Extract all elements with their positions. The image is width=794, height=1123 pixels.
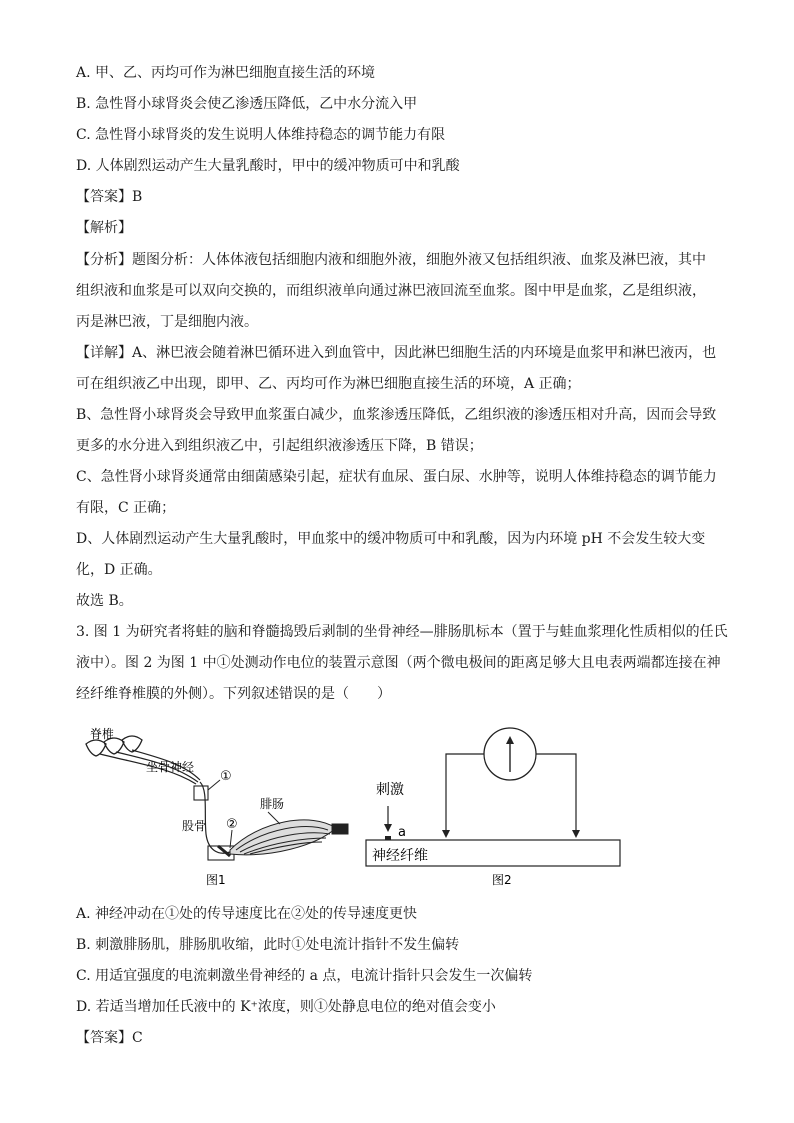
q3-answer: 【答案】C <box>76 1030 143 1046</box>
q3-option-b: B. 刺激腓肠肌，腓肠肌收缩，此时①处电流计指针不发生偏转 <box>76 937 460 953</box>
q2-detail-line: 更多的水分进入到组织液乙中，引起组织液渗透压下降，B 错误； <box>76 438 483 454</box>
q2-detail-line: 【详解】A、淋巴液会随着淋巴循环进入到血管中，因此淋巴细胞生活的内环境是血浆甲和淋巴液丙，也 <box>76 345 717 361</box>
q2-detail-line: 化，D 正确。 <box>76 562 162 578</box>
q2-option-d: D. 人体剧烈运动产生大量乳酸时，甲中的缓冲物质可中和乳酸 <box>76 158 460 174</box>
q2-detail-line: 有限，C 正确； <box>76 500 176 516</box>
nerve-fiber-label: 神经纤维 <box>372 848 428 864</box>
figure-2-diagram <box>360 724 630 892</box>
femur-label: 股骨 <box>182 819 207 833</box>
q2-option-a: A. 甲、乙、丙均可作为淋巴细胞直接生活的环境 <box>76 65 376 81</box>
q2-answer: 【答案】B <box>76 189 143 205</box>
q2-analysis-line: 【分析】题图分析：人体体液包括细胞内液和细胞外液，细胞外液又包括组织液、血浆及淋巴液，其中 <box>76 252 706 268</box>
q2-analysis-line: 组织液和血浆是可以双向交换的，而组织液单向通过淋巴液回流至血浆。图中甲是血浆，乙是组织液， <box>76 283 706 299</box>
q3-stem-line: 3. 图 1 为研究者将蛙的脑和脊髓捣毁后剥制的坐骨神经—腓肠肌标本（置于与蛙血浆理化性质相似的任氏 <box>76 624 728 640</box>
figure-2-caption: 图2 <box>492 873 512 887</box>
point-a-label: a <box>398 825 406 840</box>
q2-detail-line: D、人体剧烈运动产生大量乳酸时，甲血浆中的缓冲物质可中和乳酸，因为内环境 pH 不会发生较大变 <box>76 531 706 547</box>
q2-conclusion: 故选 B。 <box>76 593 133 609</box>
q2-jiexi-heading: 【解析】 <box>76 220 132 236</box>
q3-stem-line: 经纤维脊椎膜的外侧）。下列叙述错误的是（ ） <box>76 686 391 702</box>
muscle-label: 腓肠 <box>260 797 285 811</box>
q2-detail-line: C、急性肾小球肾炎通常由细菌感染引起，症状有血尿、蛋白尿、水肿等，说明人体维持稳态的调节能力 <box>76 469 717 485</box>
q3-option-c: C. 用适宜强度的电流刺激坐骨神经的 a 点，电流计指针只会发生一次偏转 <box>76 968 533 984</box>
stimulus-label: 刺激 <box>376 782 404 798</box>
q2-option-b: B. 急性肾小球肾炎会使乙渗透压降低，乙中水分流入甲 <box>76 96 418 112</box>
q2-option-c: C. 急性肾小球肾炎的发生说明人体维持稳态的调节能力有限 <box>76 127 446 143</box>
q3-option-d: D. 若适当增加任氏液中的 K⁺浓度，则①处静息电位的绝对值会变小 <box>76 999 496 1015</box>
site-2-marker: ② <box>226 817 238 832</box>
q2-analysis-line: 丙是淋巴液，丁是细胞内液。 <box>76 314 258 330</box>
figure-1-diagram <box>80 724 360 892</box>
q3-stem-line: 液中）。图 2 为图 1 中①处测动作电位的装置示意图（两个微电极间的距离足够大且电表两端都连接在神 <box>76 655 721 671</box>
q2-detail-line: 可在组织液乙中出现，即甲、乙、丙均可作为淋巴细胞直接生活的环境，A 正确； <box>76 376 581 392</box>
q2-detail-line: B、急性肾小球肾炎会导致甲血浆蛋白减少，血浆渗透压降低，乙组织液的渗透压相对升高，因而会导致 <box>76 407 717 423</box>
q3-option-a: A. 神经冲动在①处的传导速度比在②处的传导速度更快 <box>76 906 418 922</box>
site-1-marker: ① <box>220 769 232 784</box>
spine-label: 脊椎 <box>90 727 115 741</box>
figure-1-caption: 图1 <box>206 873 226 887</box>
gastrocnemius-muscle-drawing <box>230 820 348 855</box>
electrode-wire-left <box>446 754 484 836</box>
electrode-wire-right <box>536 754 576 836</box>
nerve-label: 坐骨神经 <box>146 760 195 774</box>
